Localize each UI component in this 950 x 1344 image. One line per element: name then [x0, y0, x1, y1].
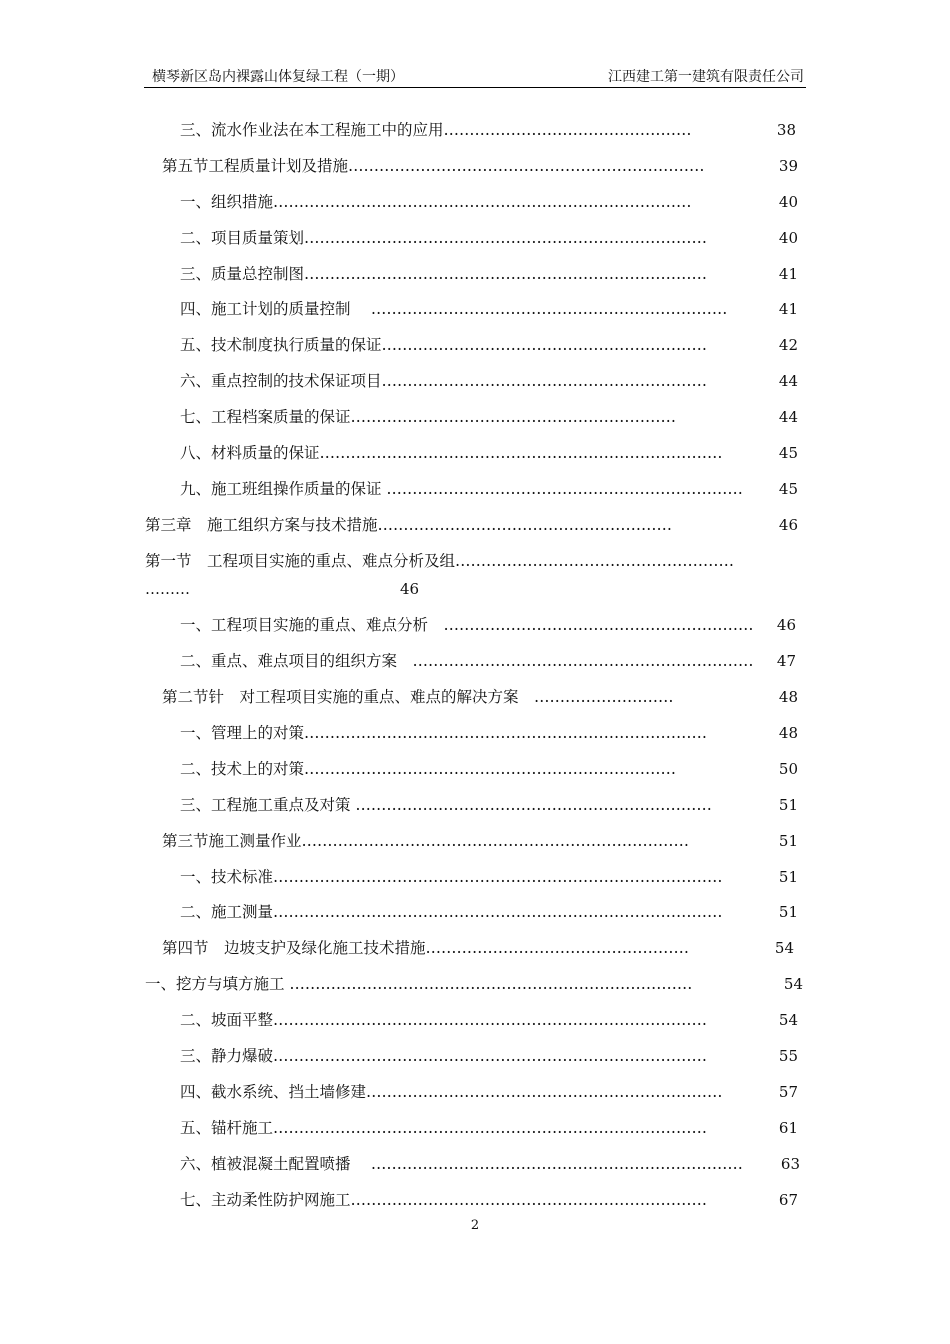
toc-entry-title: 一、挖方与填方施工 ……………………………………………………………………: [145, 975, 693, 993]
toc-entry[interactable]: [145, 973, 803, 995]
toc-entry[interactable]: [180, 1153, 800, 1175]
toc-entry[interactable]: [180, 614, 796, 636]
toc-entry-continuation-dots: ………: [145, 580, 190, 598]
toc-entry[interactable]: [145, 550, 795, 572]
toc-entry-page: 51: [778, 868, 798, 886]
toc-entry-title: 三、质量总控制图……………………………………………………………………: [180, 265, 708, 283]
toc-entry-title: 七、主动柔性防护网施工……………………………………………………………: [180, 1191, 708, 1209]
toc-entry[interactable]: [180, 650, 796, 672]
toc-entry-title: 一、技术标准……………………………………………………………………………: [180, 868, 723, 886]
toc-entry[interactable]: [180, 119, 796, 141]
toc-entry-title: 一、管理上的对策……………………………………………………………………: [180, 724, 708, 742]
toc-entry-title: 六、重点控制的技术保证项目………………………………………………………: [180, 372, 708, 390]
toc-entry-title: 第四节 边坡支护及绿化施工技术措施……………………………………………: [162, 939, 690, 957]
toc-entry[interactable]: [180, 1189, 798, 1211]
toc-entry[interactable]: [180, 227, 798, 249]
toc-entry-title: 八、材料质量的保证……………………………………………………………………: [180, 444, 723, 462]
toc-entry[interactable]: [180, 901, 798, 923]
toc-entry-page: 54: [783, 975, 803, 993]
toc-entry-title: 三、流水作业法在本工程施工中的应用…………………………………………: [180, 121, 692, 139]
toc-entry-page: 63: [780, 1155, 800, 1173]
header-divider: [144, 87, 806, 88]
toc-entry-page: 51: [778, 903, 798, 921]
toc-entry-page: 54: [778, 1011, 798, 1029]
toc-entry-page: 48: [778, 688, 798, 706]
toc-entry[interactable]: [162, 830, 798, 852]
header-company-name: 江西建工第一建筑有限责任公司: [608, 69, 804, 85]
toc-entry[interactable]: [180, 263, 798, 285]
toc-entry-title: 第二节针 对工程项目实施的重点、难点的解决方案 ………………………: [162, 688, 674, 706]
toc-entry[interactable]: [145, 514, 798, 536]
toc-entry-page: 40: [778, 229, 798, 247]
toc-entry-page: 46: [776, 616, 796, 634]
toc-entry-page: 57: [778, 1083, 798, 1101]
toc-entry-page: 45: [778, 444, 798, 462]
toc-entry[interactable]: [162, 155, 798, 177]
toc-entry-title: 二、坡面平整…………………………………………………………………………: [180, 1011, 708, 1029]
toc-entry-title: 二、项目质量策划……………………………………………………………………: [180, 229, 708, 247]
toc-entry-title: 一、组织措施………………………………………………………………………: [180, 193, 692, 211]
toc-entry-page: 54: [774, 939, 794, 957]
toc-entry-page: 46: [778, 516, 798, 534]
toc-entry-page: 44: [778, 372, 798, 390]
toc-entry-title: 九、施工班组操作质量的保证 ……………………………………………………………: [180, 480, 743, 498]
header-project-title: 横琴新区岛内裸露山体复绿工程（一期）: [152, 69, 404, 85]
toc-entry-page: 50: [778, 760, 798, 778]
toc-entry[interactable]: [162, 937, 794, 959]
toc-entry-page: 51: [778, 832, 798, 850]
toc-entry-title: 六、植被混凝土配置喷播 ………………………………………………………………: [180, 1155, 743, 1173]
toc-entry-title: 七、工程档案质量的保证………………………………………………………: [180, 408, 677, 426]
toc-entry-title: 第一节 工程项目实施的重点、难点分析及组………………………………………………: [145, 552, 735, 570]
toc-entry-page: 48: [778, 724, 798, 742]
toc-entry[interactable]: [180, 1045, 798, 1067]
toc-entry-title: 二、施工测量……………………………………………………………………………: [180, 903, 723, 921]
toc-entry[interactable]: [180, 191, 798, 213]
toc-entry-page: 38: [776, 121, 796, 139]
toc-entry[interactable]: [180, 866, 798, 888]
toc-entry-title: 第三章 施工组织方案与技术措施…………………………………………………: [145, 516, 673, 534]
toc-entry-title: 五、锚杆施工…………………………………………………………………………: [180, 1119, 708, 1137]
toc-entry-page: 40: [778, 193, 798, 211]
toc-entry-page: 39: [778, 157, 798, 175]
toc-entry-page: 41: [778, 265, 798, 283]
toc-entry[interactable]: [162, 686, 798, 708]
toc-entry-page: 46: [400, 580, 420, 598]
toc-entry-title: 三、静力爆破…………………………………………………………………………: [180, 1047, 708, 1065]
toc-entry-title: 五、技术制度执行质量的保证………………………………………………………: [180, 336, 708, 354]
toc-entry-page: 61: [778, 1119, 798, 1137]
toc-entry[interactable]: [180, 298, 798, 320]
toc-entry-page: 45: [778, 480, 798, 498]
toc-entry[interactable]: [180, 1009, 798, 1031]
toc-entry-page: 67: [778, 1191, 798, 1209]
toc-entry-title: 四、截水系统、挡土墙修建……………………………………………………………: [180, 1083, 723, 1101]
toc-entry-title: 二、重点、难点项目的组织方案 …………………………………………………………: [180, 652, 754, 670]
toc-entry[interactable]: [180, 722, 798, 744]
toc-entry[interactable]: [180, 478, 798, 500]
toc-entry-page: 55: [778, 1047, 798, 1065]
toc-entry[interactable]: [180, 758, 798, 780]
toc-entry[interactable]: [180, 442, 798, 464]
toc-entry-page: 44: [778, 408, 798, 426]
toc-entry[interactable]: [180, 1117, 798, 1139]
toc-entry-page: 42: [778, 336, 798, 354]
toc-entry-title: 一、工程项目实施的重点、难点分析 ……………………………………………………: [180, 616, 754, 634]
toc-entry-title: 三、工程施工重点及对策 ……………………………………………………………: [180, 796, 712, 814]
toc-entry[interactable]: [180, 406, 798, 428]
toc-entry-title: 第五节工程质量计划及措施……………………………………………………………: [162, 157, 705, 175]
toc-entry-title: 四、施工计划的质量控制 ……………………………………………………………: [180, 300, 728, 318]
toc-entry-title: 第三节施工测量作业…………………………………………………………………: [162, 832, 690, 850]
toc-entry-title: 二、技术上的对策………………………………………………………………: [180, 760, 677, 778]
toc-entry-page: 51: [778, 796, 798, 814]
toc-entry[interactable]: [180, 370, 798, 392]
toc-entry[interactable]: [180, 334, 798, 356]
page-number: 2: [470, 1218, 480, 1233]
toc-entry[interactable]: [180, 1081, 798, 1103]
toc-entry-page: 41: [778, 300, 798, 318]
toc-entry[interactable]: [180, 794, 798, 816]
toc-entry-page: 47: [776, 652, 796, 670]
